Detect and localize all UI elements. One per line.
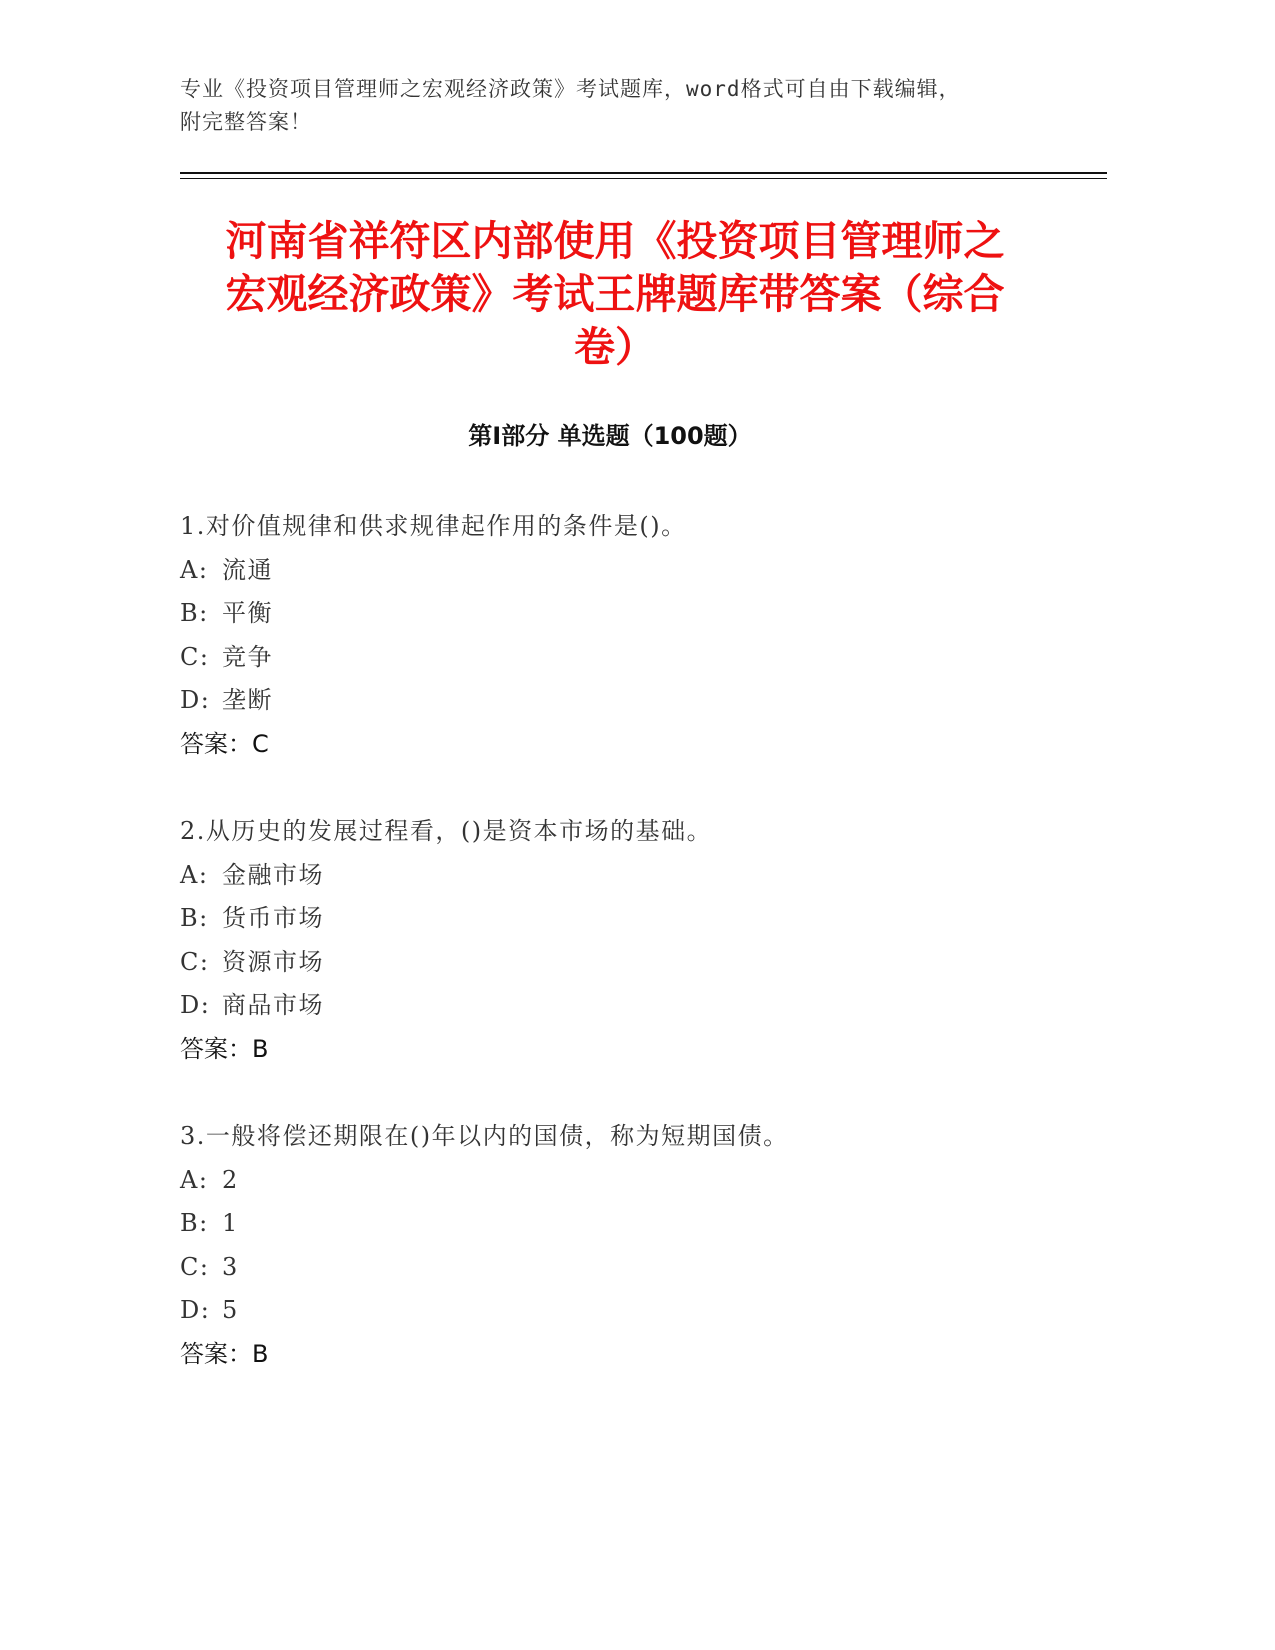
option-text: 金融市场 [222, 860, 324, 889]
option-text: 2 [222, 1165, 239, 1194]
option-key: D: [180, 991, 211, 1020]
option-text: 5 [222, 1296, 239, 1325]
option-text: 垄断 [222, 686, 273, 715]
option-c [180, 941, 1060, 985]
option-key: A: [180, 860, 209, 889]
option-text: 资源市场 [222, 947, 324, 976]
option-c [180, 636, 1060, 680]
option-key: D: [180, 1296, 211, 1325]
question-stem: 3.一般将偿还期限在()年以内的国债，称为短期国债。 [180, 1122, 789, 1150]
header-note-line-2: 附完整答案！ [180, 110, 312, 134]
option-b [180, 1202, 1060, 1246]
option-text: 3 [222, 1252, 239, 1281]
option-b [180, 897, 1060, 941]
option-key: B: [180, 904, 209, 933]
header-note-line-1: 专业《投资项目管理师之宏观经济政策》考试题库，word格式可自由下载编辑， [180, 77, 961, 101]
question-block [180, 505, 1060, 767]
question-block [180, 1115, 1060, 1377]
option-b [180, 592, 1060, 636]
option-key: B: [180, 1209, 209, 1238]
option-key: C: [180, 642, 210, 671]
option-text: 1 [222, 1209, 239, 1238]
document-title-line-2: 宏观经济政策》考试王牌题库带答案（综合 [225, 270, 1005, 318]
question-stem: 2.从历史的发展过程看，()是资本市场的基础。 [180, 817, 713, 845]
document-header-note [180, 73, 1080, 139]
header-divider-thin [180, 178, 1107, 179]
section-heading: 第Ⅰ部分 单选题（100题） [468, 422, 752, 450]
option-text: 平衡 [222, 599, 273, 628]
answer-line: 答案：C [180, 729, 269, 758]
option-text: 竞争 [222, 642, 273, 671]
option-key: A: [180, 1165, 209, 1194]
option-key: B: [180, 599, 209, 628]
option-a [180, 1159, 1060, 1203]
option-text: 货币市场 [222, 904, 324, 933]
option-key: D: [180, 686, 211, 715]
option-key: C: [180, 1252, 210, 1281]
document-title [175, 215, 1055, 374]
answer-line: 答案：B [180, 1034, 269, 1063]
option-key: A: [180, 555, 209, 584]
option-a [180, 549, 1060, 593]
option-text: 流通 [222, 555, 273, 584]
option-d [180, 984, 1060, 1028]
option-text: 商品市场 [222, 991, 324, 1020]
option-d [180, 1289, 1060, 1333]
option-d [180, 679, 1060, 723]
option-key: C: [180, 947, 210, 976]
question-stem: 1.对价值规律和供求规律起作用的条件是()。 [180, 512, 687, 540]
document-title-line-3: 卷） [574, 323, 656, 371]
option-c [180, 1246, 1060, 1290]
document-title-line-1: 河南省祥符区内部使用《投资项目管理师之 [225, 217, 1005, 265]
question-block [180, 810, 1060, 1072]
option-a [180, 854, 1060, 898]
header-divider-thick [180, 172, 1107, 174]
answer-line: 答案：B [180, 1339, 269, 1368]
